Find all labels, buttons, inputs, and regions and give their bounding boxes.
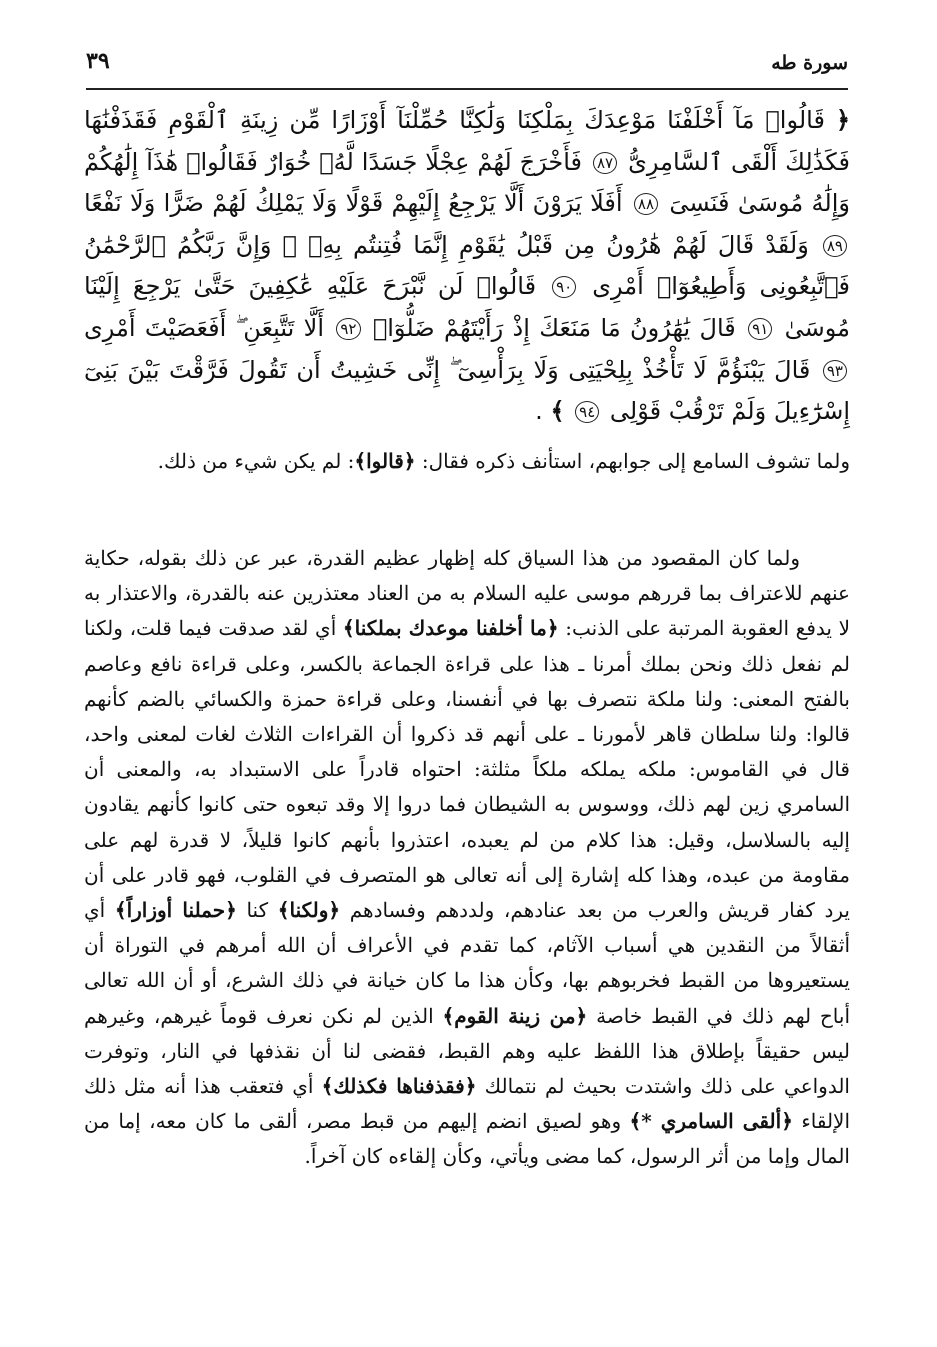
commentary-text: وهو لصيق انضم إليهم من قبط مصر، ألقى ما كان معه، إما من المال وإما من أثر الرسول، كما مضى ويأتي، وكأن إلقاءه كان آخراً. (84, 1109, 850, 1169)
verse-segment: قَالَ يَٰهَٰرُونُ مَا مَنَعَكَ إِذْ رَأَيْتَهُمْ ضَلُّوٓا۟ (372, 313, 736, 342)
quoted-phrase: ﴿فقذفناها فكذلك﴾ (321, 1074, 477, 1099)
commentary-text: أي فتعقب هذا أنه مثل ذلك الإلقاء (84, 1074, 851, 1134)
verse-segment: أَفَلَا يَرَوْنَ أَلَّا يَرْجِعُ إِلَيْهِمْ قَوْلًا وَلَا يَمْلِكُ لَهُمْ ضَرًّا وَلَا نَفْعًا (84, 189, 623, 218)
quoted-phrase: ﴿حملنا أوزاراً﴾ (114, 898, 237, 923)
intro-text: : لم يكن شيء من ذلك. (157, 449, 355, 473)
intro-text: ولما تشوف السامع إلى جوابهم، استأنف ذكره فقال: (415, 449, 850, 473)
verse-end-period: . (535, 397, 543, 426)
page-number: ٣٩ (86, 48, 110, 74)
ayah-number-marker: ٩٣ (823, 360, 847, 382)
quoted-phrase: ﴿من زينة القوم﴾ (442, 1003, 588, 1028)
quoted-phrase: ﴿ما أخلفنا موعدك بملكنا﴾ (342, 616, 559, 641)
ayah-number-marker: ٨٧ (593, 152, 617, 174)
ayah-number-marker: ٨٩ (823, 235, 847, 257)
commentary-text: أي أثقالاً من النقدين هي أسباب الآثام، كما تقدم في الأعراف أن الله أمرهم في التوراة أن يستعيروها من القبط فخربوهم بها، وكأن هذا ما كان خيانة في ذلك الشرع، أو أن الله تعالى أباح لهم ذلك في القبط خاصة (84, 898, 851, 1028)
commentary-text: كنا (236, 898, 278, 923)
verse-open-bracket: ﴿ (835, 106, 850, 134)
surah-title: سورة طه (771, 52, 848, 74)
quoted-phrase: ﴿ألقى السامري *﴾ (629, 1109, 793, 1134)
commentary-text: أي لقد صدقت فيما قلت، ولكنا لم نفعل ذلك ونحن بملك أمرنا ـ هذا على قراءة الجماعة بالكسر، وعلى قراءة نافع وعاصم بالفتح المعنى: ولنا ملكة نتصرف بها في أنفسنا، وعلى قراءة حمزة والكسائي بالضم كأنهم قالوا: ولنا سلطان قاهر لأمورنا ـ على أنهم قد ذكروا أن القراءات الثلاث لغات لمعنى واحد، قال في القاموس: ملكه يملكه ملكاً مثلثة: احتواه قادراً على الاستبداد به، والمعنى أن السامري زين لهم ذلك، ووسوس به الشيطان فما دروا إلا وقد تبعوه حتى كانوا كأنهم يقادون إليه بالسلاسل، وقيل: هذا كلام من لم يعبده، اعتذروا بأنهم كانوا قليلاً، لا قدرة لهم على مقاومة من عبده، وهذا كله إشارة إلى أنه تعالى هو المتصرف في القلوب، فهو قادر على أن يرد كفار قريش والعرب من بعد عنادهم، ولددهم وفسادهم (84, 616, 851, 923)
ayah-number-marker: ٩١ (748, 318, 772, 340)
commentary-text: ولما كان المقصود من هذا السياق كله إظهار عظيم القدرة، عبر عن ذلك بقوله، حكاية عنهم للاعتراف بما قررهم موسى عليه السلام به من العناد معتذرين عنه بالقدرة، والاعتذار به لا يدفع العقوبة المرتبة على الذنب: (84, 546, 851, 641)
ayah-number-marker: ٩٢ (336, 318, 360, 340)
quoted-phrase: ﴿ولكنا﴾ (277, 898, 341, 923)
ayah-number-marker: ٩٤ (575, 401, 599, 423)
header-divider (86, 88, 848, 90)
intro-paragraph (84, 444, 850, 478)
ayah-number-marker: ٩٠ (552, 276, 576, 298)
ayah-number-marker: ٨٨ (634, 193, 658, 215)
verse-segment: أَلَّا تَتَّبِعَنِ ۖ أَفَعَصَيْتَ أَمْرِى (84, 313, 325, 342)
quran-verses-block (84, 100, 850, 433)
commentary-text: الذين لم نكن نعرف قوماً غيرهم، وغيرهم ليس حقيقاً بإطلاق هذا اللفظ عليه وهم القبط، فقضى لنا أن نقذفها في النار، وتوفرت الدواعي على ذلك واشتدت بحيث لم نتمالك (84, 1003, 850, 1099)
verse-segment: قَالُوا۟ مَآ أَخْلَفْنَا مَوْعِدَكَ بِمَلْكِنَا وَلَٰكِنَّا حُمِّلْنَآ أَوْزَارًا مِّن زِينَةِ ٱلْقَوْمِ فَقَذَفْنَٰهَا فَكَذَٰلِكَ أَلْقَى ٱلسَّامِرِىُّ (84, 106, 850, 176)
commentary-paragraph (84, 541, 850, 1175)
verse-segment: وَلَقَدْ قَالَ لَهُمْ هَٰرُونُ مِن قَبْلُ يَٰقَوْمِ إِنَّمَا فُتِنتُم بِهِۦ ۖ وَإِنَّ رَبَّكُمُ ٱلرَّحْمَٰنُ فَٱتَّبِعُونِى وَأَطِيعُوٓا۟ أَمْرِى (84, 230, 850, 301)
verse-segment: قَالُوا۟ لَن نَّبْرَحَ عَلَيْهِ عَٰكِفِينَ حَتَّىٰ يَرْجِعَ إِلَيْنَا مُوسَىٰ (84, 272, 850, 342)
quoted-phrase: ﴿قالوا﴾ (354, 449, 416, 473)
verse-segment: فَأَخْرَجَ لَهُمْ عِجْلًا جَسَدًا لَّهُۥ خُوَارٌ فَقَالُوا۟ هَٰذَآ إِلَٰهُكُمْ وَإِلَٰهُ مُوسَىٰ فَنَسِىَ (84, 147, 850, 218)
page-header (86, 44, 848, 88)
verse-segment: قَالَ يَبْنَؤُمَّ لَا تَأْخُذْ بِلِحْيَتِى وَلَا بِرَأْسِىٓ ۖ إِنِّى خَشِيتُ أَن تَقُولَ فَرَّقْتَ بَيْنَ بَنِىٓ إِسْرَٰٓءِيلَ وَلَمْ تَرْقُبْ قَوْلِى (84, 355, 850, 426)
verse-close-bracket: ﴾ (550, 397, 565, 426)
